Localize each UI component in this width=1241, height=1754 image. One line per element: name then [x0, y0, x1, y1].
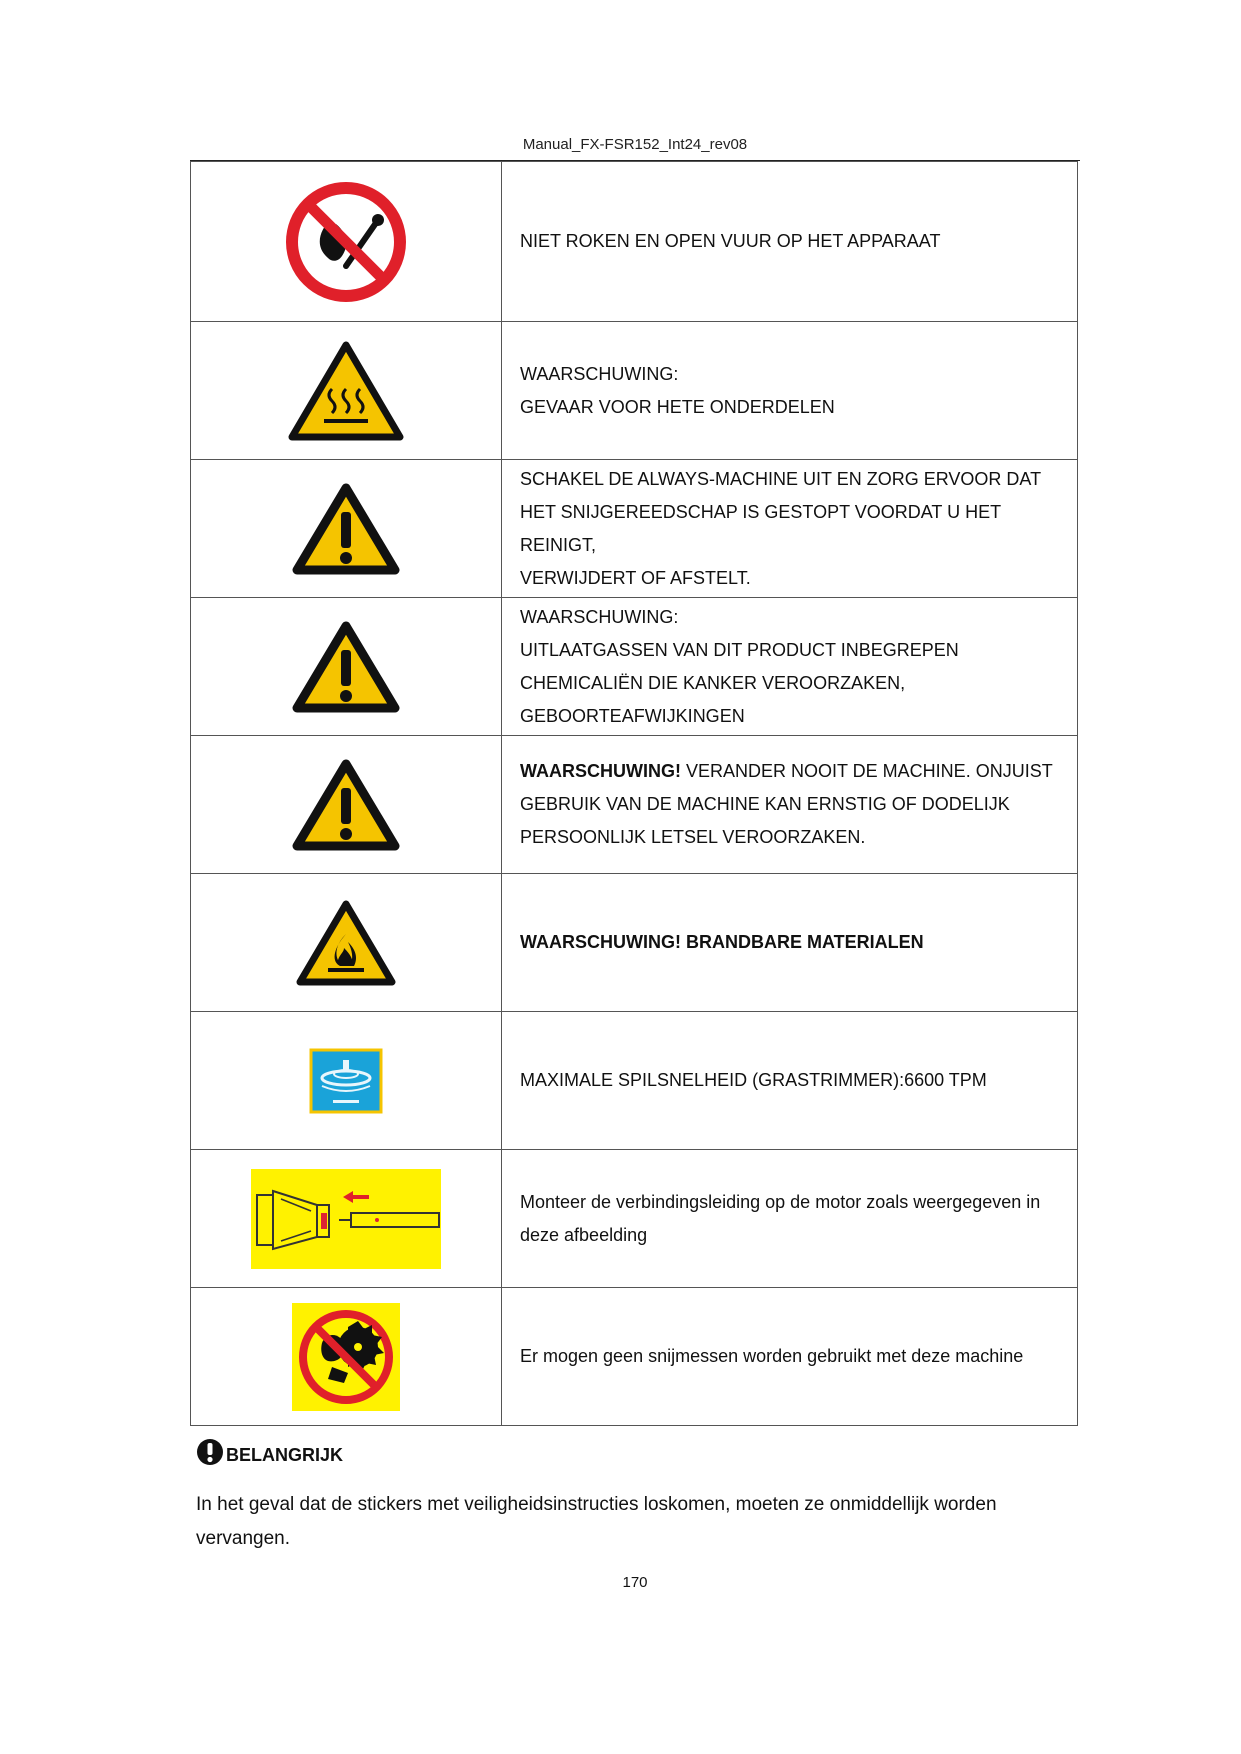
icon-cell [191, 322, 502, 460]
row-text-line: WAARSCHUWING: [520, 363, 679, 384]
general-warning-icon [291, 758, 401, 852]
icon-cell [191, 874, 502, 1012]
no-smoking-no-open-flame-icon [284, 180, 408, 304]
no-cutting-blades-icon [292, 1303, 400, 1411]
row-bold-lead: WAARSCHUWING! [520, 761, 681, 781]
row-text-line: GEBRUIK VAN DE MACHINE KAN ERNSTIG OF DODELIJK [520, 794, 1010, 814]
hot-surface-warning-icon [288, 341, 404, 441]
row-text-line: CHEMICALIËN DIE KANKER VEROORZAKEN, [520, 672, 906, 693]
row-text-line: PERSOONLIJK LETSEL VEROORZAKEN. [520, 827, 866, 847]
icon-cell [191, 1012, 502, 1150]
row-text-line: Monteer de verbindingsleiding op de motor zoals weergegeven in [520, 1191, 1041, 1212]
text-cell [502, 1150, 1078, 1288]
important-text-line: vervangen. [196, 1528, 291, 1549]
page-header: Manual_FX-FSR152_Int24_rev08 [522, 136, 748, 153]
text-cell [502, 736, 1078, 874]
row-text-line [520, 755, 1065, 788]
table-row [191, 1288, 1078, 1426]
table-row [191, 460, 1078, 598]
table-row [191, 1012, 1078, 1150]
exclamation-circle-icon [196, 1438, 224, 1466]
icon-cell [191, 460, 502, 598]
table-row [191, 736, 1078, 874]
icon-cell [191, 1150, 502, 1288]
table-row [191, 874, 1078, 1012]
row-text-line: UITLAATGASSEN VAN DIT PRODUCT INBEGREPEN [520, 639, 959, 660]
icon-cell [191, 1288, 502, 1426]
row-text-line: NIET ROKEN EN OPEN VUUR OP HET APPARAAT [520, 231, 941, 251]
page-number: 170 [622, 1574, 648, 1591]
flammable-warning-icon [294, 898, 398, 988]
important-label: BELANGRIJK [226, 1445, 344, 1465]
icon-cell [191, 162, 502, 322]
text-cell [502, 162, 1078, 322]
table-row [191, 1150, 1078, 1288]
text-cell [502, 598, 1078, 736]
safety-signs-table [190, 161, 1078, 1426]
row-text-line: SCHAKEL DE ALWAYS-MACHINE UIT EN ZORG ERVOOR DAT [520, 468, 1042, 489]
icon-cell [191, 598, 502, 736]
text-cell [502, 322, 1078, 460]
row-text-line: GEVAAR VOOR HETE ONDERDELEN [520, 396, 835, 417]
table-row [191, 322, 1078, 460]
general-warning-icon [291, 620, 401, 714]
row-text-line: Er mogen geen snijmessen worden gebruikt met deze machine [520, 1346, 1024, 1366]
row-text-line: VERWIJDERT OF AFSTELT. [520, 567, 751, 588]
icon-cell [191, 736, 502, 874]
text-cell [502, 1288, 1078, 1426]
row-text-line: GEBOORTEAFWIJKINGEN [520, 705, 745, 726]
row-text-line: MAXIMALE SPILSNELHEID (GRASTRIMMER):6600 TPM [520, 1070, 987, 1090]
row-text-line: WAARSCHUWING: [520, 606, 679, 627]
connecting-tube-mounting-icon [251, 1169, 441, 1269]
important-heading [196, 1438, 343, 1466]
table-row [191, 162, 1078, 322]
table-row [191, 598, 1078, 736]
important-text [196, 1488, 1076, 1556]
spindle-speed-icon [309, 1048, 383, 1114]
row-text-line: deze afbeelding [520, 1224, 648, 1245]
text-cell [502, 874, 1078, 1012]
general-warning-icon [291, 482, 401, 576]
row-bold-lead: WAARSCHUWING! BRANDBARE MATERIALEN [520, 932, 924, 952]
text-cell [502, 1012, 1078, 1150]
text-cell [502, 460, 1078, 598]
row-text-line: VERANDER NOOIT DE MACHINE. ONJUIST [680, 761, 1053, 781]
row-text-line: HET SNIJGEREEDSCHAP IS GESTOPT VOORDAT U HET REINIGT, [520, 501, 1001, 555]
important-text-line: In het geval dat de stickers met veiligheidsinstructies loskomen, moeten ze onmiddellijk worden [196, 1494, 997, 1515]
